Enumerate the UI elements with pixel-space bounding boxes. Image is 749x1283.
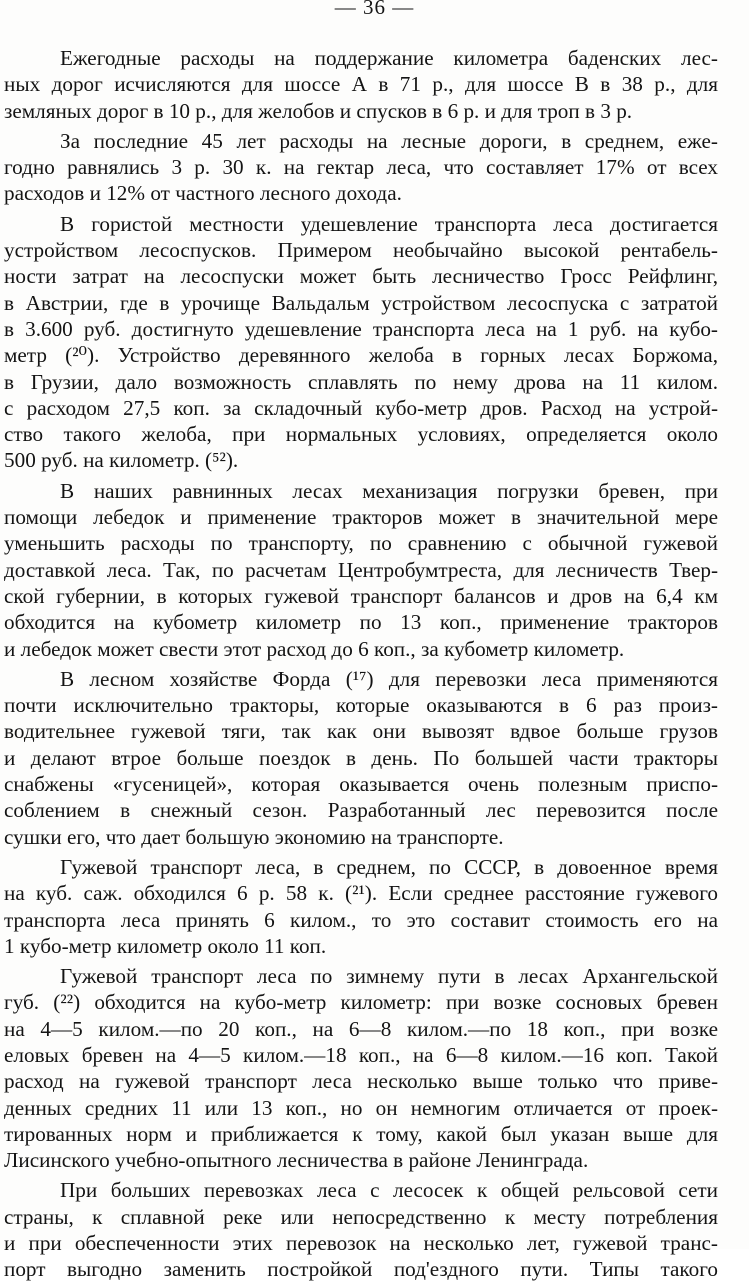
text-line: Гужевой транспорт леса, в среднем, по СССР, в довоенное время <box>60 854 718 879</box>
text-line: ской губернии, в которых гужевой транспорт балансов и дров на 6,4 км <box>4 583 718 608</box>
page-number: — 36 — <box>334 0 415 19</box>
text-line: транспорта леса принять 6 килом., то это составит стоимость его на <box>4 907 718 932</box>
paragraph <box>4 211 718 474</box>
text-line: помощи лебедок и применение тракторов может в значительной мере <box>4 505 718 530</box>
body-text <box>4 45 718 1283</box>
text-line: водительнее гужевой тяги, так как они вывозят вдвое больше грузов <box>4 719 718 744</box>
text-line: уменьшить расходы по транспорту, по сравнению с обычной гужевой <box>4 531 718 556</box>
paragraph <box>4 854 718 959</box>
text-line: В гористой местности удешевление транспорта леса достигается <box>60 211 718 236</box>
text-line: годно равнялись 3 р. 30 к. на гектар леса, что составляет 17% от всех <box>4 155 718 180</box>
text-line: тированных норм и приближается к тому, какой был указан выше для <box>4 1121 718 1146</box>
text-line: еловых бревен на 4—5 килом.—18 коп., на 6—8 килом.—16 коп. Такой <box>4 1042 718 1067</box>
paragraph <box>4 45 718 124</box>
text-line: соблением в снежный сезон. Разработанный лес перевозится после <box>4 798 718 823</box>
text-line: земляных дорог в 10 р., для желобов и спусков в 6 р. и для троп в 3 р. <box>4 98 633 123</box>
text-line: с расходом 27,5 коп. за складочный кубо-метр дров. Расход на устрой- <box>4 395 718 420</box>
text-line: При больших перевозках леса с лесосек к общей рельсовой сети <box>60 1178 718 1203</box>
text-line: Гужевой транспорт леса по зимнему пути в лесах Архангельской <box>60 964 718 989</box>
paragraph <box>4 1177 718 1282</box>
text-line: Лисинского учебно-опытного лесничества в районе Ленинграда. <box>4 1148 589 1173</box>
text-line: порт выгодно заменить постройкой под'ездного пути. Типы такого <box>4 1257 718 1282</box>
text-line: метр (²⁰). Устройство деревянного желоба в горных лесах Боржома, <box>4 343 718 368</box>
text-line: на куб. саж. обходился 6 р. 58 к. (²¹). Если среднее расстояние гужевого <box>4 881 718 906</box>
text-line: губ. (²²) обходится на кубо-метр километр: при возке сосновых бревен <box>4 990 718 1015</box>
text-line: 1 кубо-метр километр около 11 коп. <box>4 933 327 958</box>
text-line: сушки его, что дает большую экономию на транспорте. <box>4 824 504 849</box>
text-line: ство такого желоба, при нормальных условиях, определяется около <box>4 422 718 447</box>
text-line: обходится на кубометр километр по 13 коп., применение тракторов <box>4 610 718 635</box>
text-line: снабжены «гусеницей», которая оказывается очень полезным приспо- <box>4 772 718 797</box>
text-line: на 4—5 килом.—по 20 коп., на 6—8 килом.—по 18 коп., при возке <box>4 1016 718 1041</box>
text-line: За последние 45 лет расходы на лесные дороги, в среднем, еже- <box>60 128 718 153</box>
text-line: В наших равнинных лесах механизация погрузки бревен, при <box>60 478 718 503</box>
text-line: ности затрат на лесоспуски может быть лесничество Гросс Рейфлинг, <box>4 264 718 289</box>
text-line: в Австрии, где в урочище Вальдальм устройством лесоспуска с затратой <box>4 290 718 315</box>
paragraph <box>4 128 718 207</box>
text-line: доставкой леса. Так, по расчетам Центробумтреста, для лесничеств Твер- <box>4 557 718 582</box>
paragraph <box>4 478 718 662</box>
text-line: и лебедок может свести этот расход до 6 коп., за кубометр километр. <box>4 636 625 661</box>
paragraph <box>4 963 718 1173</box>
text-line: денных средних 11 или 13 коп., но он немногим отличается от проек- <box>4 1095 718 1120</box>
text-line: почти исключительно тракторы, которые оказываются в 6 раз произ- <box>4 693 718 718</box>
text-line: устройством лесоспусков. Примером необычайно высокой рентабель- <box>4 238 718 263</box>
text-line: 500 руб. на километр. (⁵²). <box>4 448 239 473</box>
paragraph <box>4 666 718 850</box>
text-line: и при обеспеченности этих перевозок на несколько лет, гужевой транс- <box>4 1231 718 1256</box>
text-line: в 3.600 руб. достигнуто удешевление транспорта леса на 1 руб. на кубо- <box>4 316 718 341</box>
text-line: Ежегодные расходы на поддержание километра баденских лес- <box>60 46 718 70</box>
text-line: страны, к сплавной реке или непосредственно к месту потребления <box>4 1204 718 1229</box>
text-line: в Грузии, дало возможность сплавлять по нему дрова на 11 килом. <box>4 369 718 394</box>
text-line: расходов и 12% от частного лесного дохода. <box>4 181 402 206</box>
text-line: расход на гужевой транспорт леса несколько выше только что приве- <box>4 1069 718 1094</box>
text-line: В лесном хозяйстве Форда (¹⁷) для перевозки леса применяются <box>60 666 718 691</box>
text-line: и делают втрое больше поездок в день. По большей части тракторы <box>4 745 718 770</box>
text-line: ных дорог исчисляются для шоссе А в 71 р., для шоссе В в 38 р., для <box>4 72 718 97</box>
